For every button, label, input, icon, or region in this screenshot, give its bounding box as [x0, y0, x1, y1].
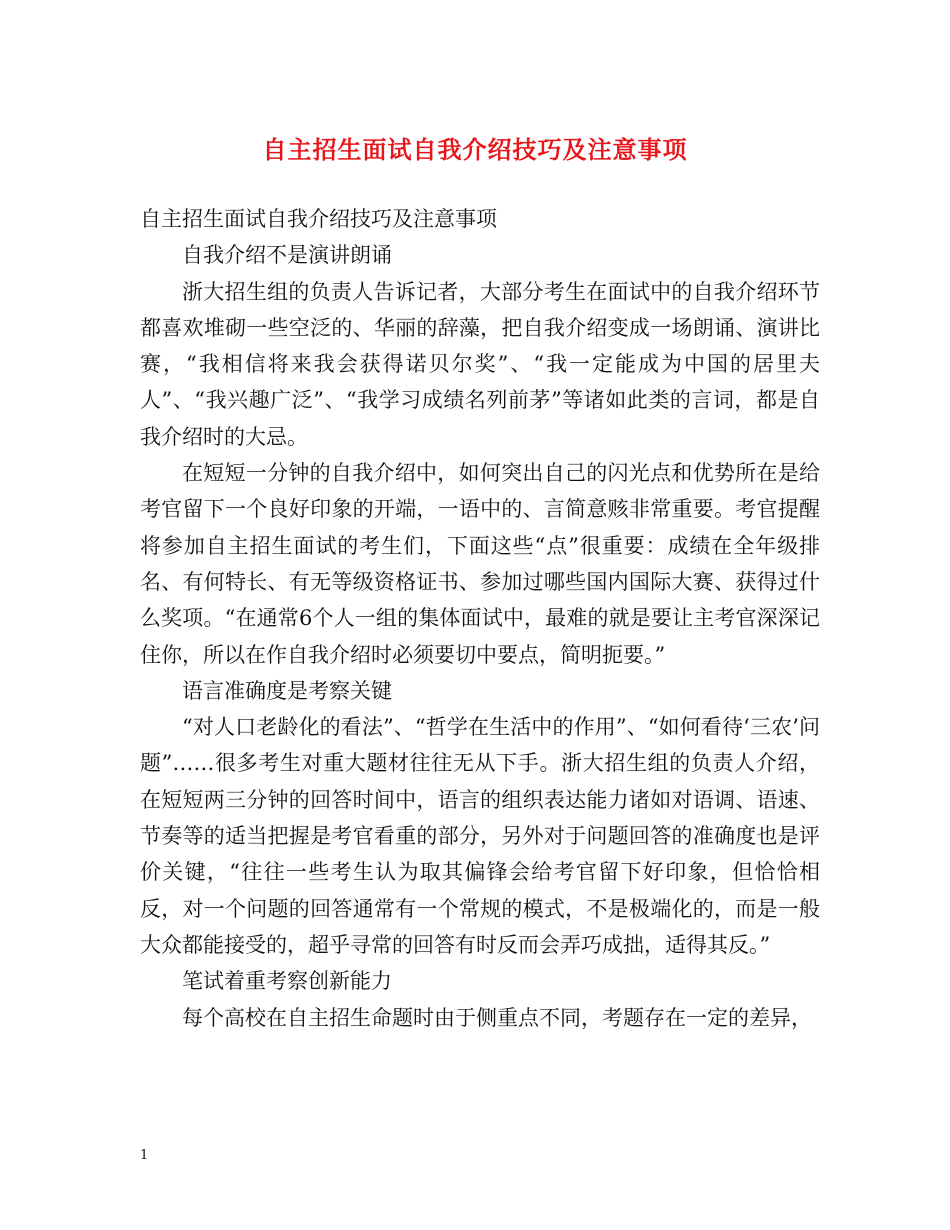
- page-title: 自主招生面试自我介绍技巧及注意事项: [262, 135, 688, 164]
- section-heading-self-intro: 自我介绍不是演讲朗诵: [182, 243, 392, 268]
- paragraph: 浙大招生组的负责人告诉记者，大部分考生在面试中的自我介绍环节都喜欢堆砌一些空泛的、华丽的辞藻，把自我介绍变成一场朗诵、演讲比赛，“我相信将来我会获得诺贝尔奖”、“我一定能成为中国的居里夫人”、“我兴趣广泛”、“我学习成绩名列前茅”等诸如此类的言词，都是自我介绍时的大忌。: [140, 279, 820, 449]
- section-heading-language: 语言准确度是考察关键: [182, 678, 392, 703]
- section-heading-written-test: 笔试着重考察创新能力: [182, 969, 392, 994]
- page-number: 1: [140, 1148, 149, 1163]
- paragraph: 在短短一分钟的自我介绍中，如何突出自己的闪光点和优势所在是给考官留下一个良好印象的开端，一语中的、言简意赅非常重要。考官提醒将参加自主招生面试的考生们，下面这些“点”很重要：成绩在全年级排名、有何特长、有无等级资格证书、参加过哪些国内国际大赛、获得过什么奖项。“在通常6个人一组的集体面试中，最难的就是要让主考官深深记住你，所以在作自我介绍时必须要切中要点，简明扼要。”: [140, 461, 820, 667]
- document-body: [140, 201, 820, 1036]
- paragraph: “对人口老龄化的看法”、“哲学在生活中的作用”、“如何看待‘三农’问题”……很多考生对重大题材往往无从下手。浙大招生组的负责人介绍，在短短两三分钟的回答时间中，语言的组织表达能力诸如对语调、语速、节奏等的适当把握是考官看重的部分，另外对于问题回答的准确度也是评价关键，“往往一些考生认为取其偏锋会给考官留下好印象，但恰恰相反，对一个问题的回答通常有一个常规的模式，不是极端化的，而是一般大众都能接受的，超乎寻常的回答有时反而会弄巧成拙，适得其反。”: [140, 715, 820, 957]
- paragraph-subtitle: 自主招生面试自我介绍技巧及注意事项: [140, 207, 497, 231]
- paragraph: 每个高校在自主招生命题时由于侧重点不同，考题存在一定的差异，: [182, 1005, 812, 1030]
